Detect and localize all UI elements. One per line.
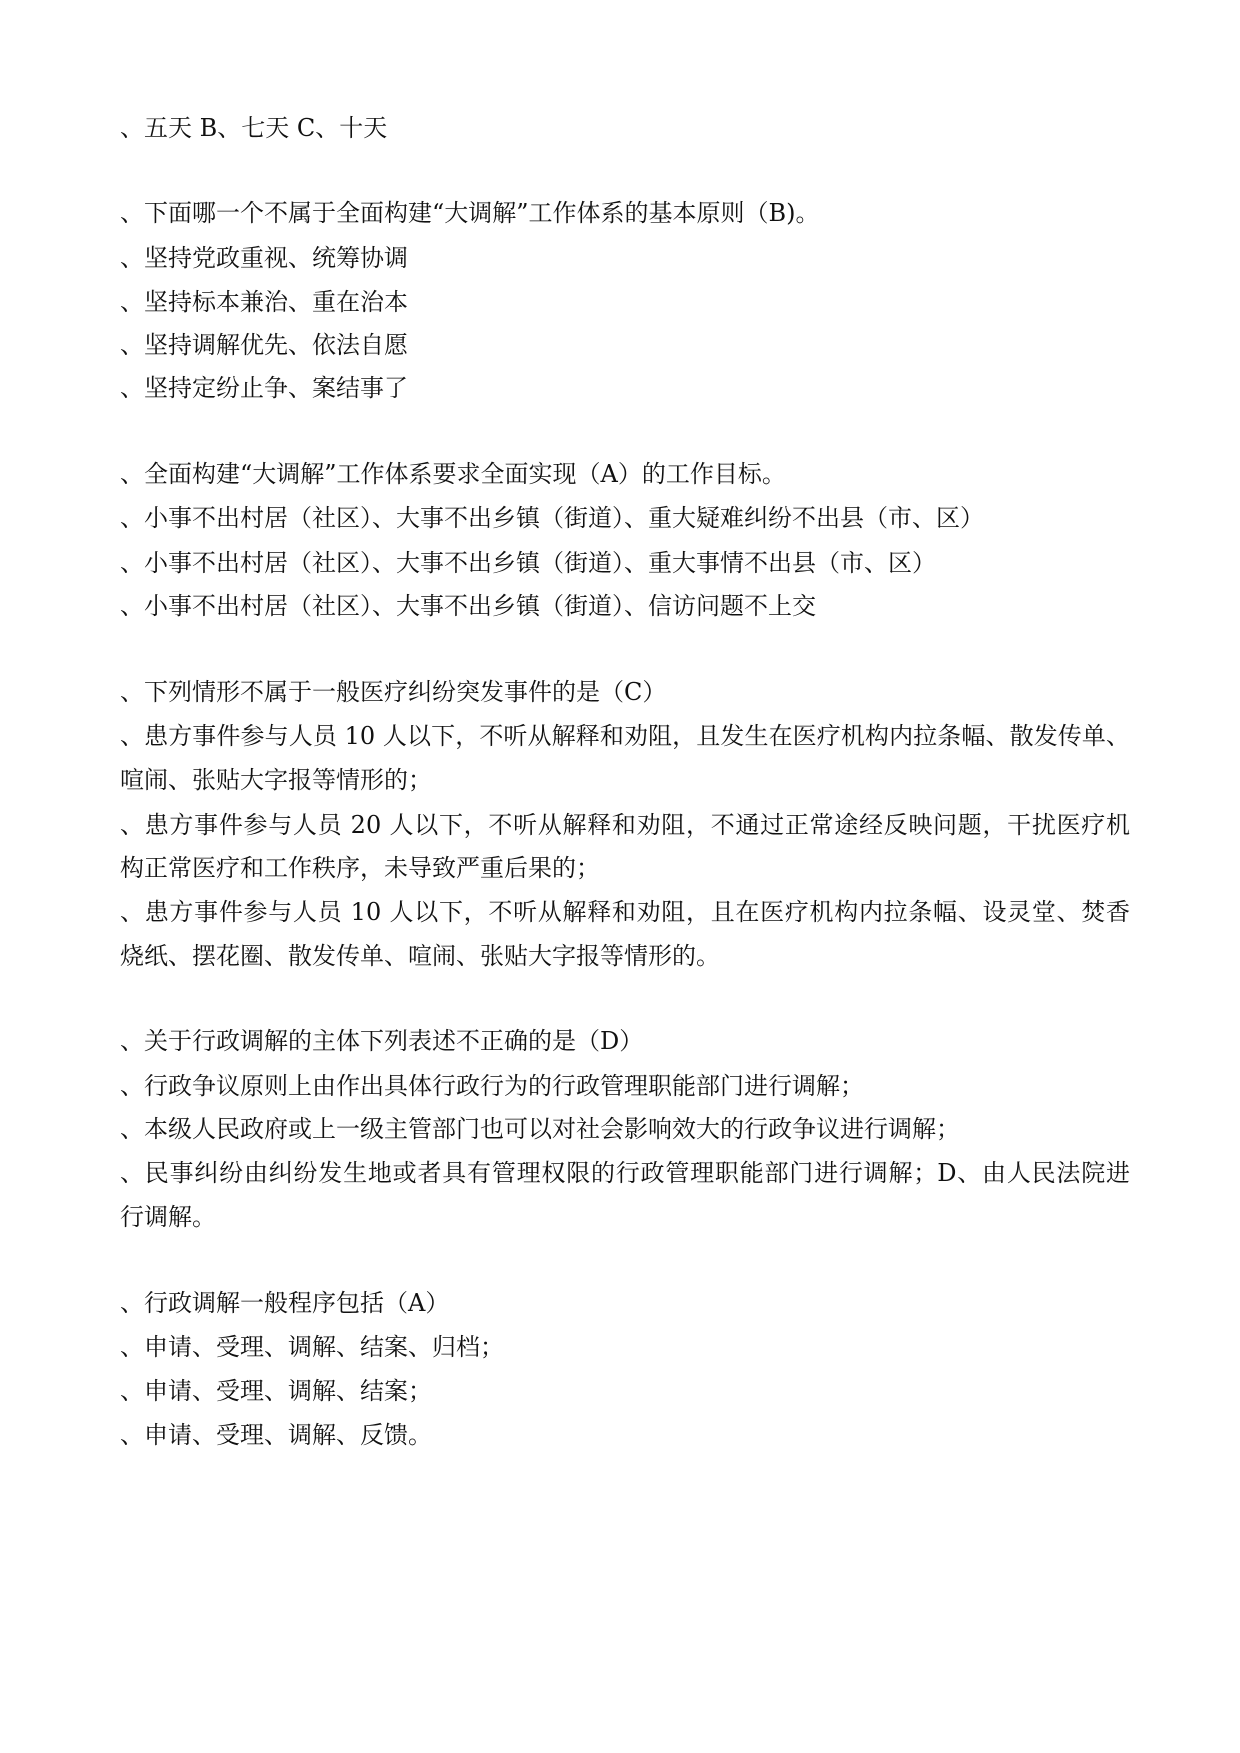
option-line: 、行政争议原则上由作出具体行政行为的行政管理职能部门进行调解； bbox=[120, 1072, 864, 1100]
option-line: 、申请、受理、调解、结案、归档； bbox=[120, 1333, 504, 1361]
q-options-line: 、五天 B、七天 C、十天 bbox=[120, 114, 388, 142]
option-line: 、患方事件参与人员 10 人以下，不听从解释和劝阻，且在医疗机构内拉条幅、设灵堂、焚香 bbox=[120, 898, 1130, 926]
option-line: 、申请、受理、调解、反馈。 bbox=[120, 1421, 432, 1449]
question-principles: 、下面哪一个不属于全面构建“大调解”工作体系的基本原则（B)。 bbox=[120, 199, 820, 227]
question-medical: 、下列情形不属于一般医疗纠纷突发事件的是（C） bbox=[120, 678, 667, 706]
option-line: 、小事不出村居（社区）、大事不出乡镇（街道）、重大疑难纠纷不出县（市、区） bbox=[120, 504, 984, 532]
question-subject: 、关于行政调解的主体下列表述不正确的是（D） bbox=[120, 1027, 644, 1055]
option-line-cont: 烧纸、摆花圈、散发传单、喧闹、张贴大字报等情形的。 bbox=[120, 942, 720, 970]
option-line: 、小事不出村居（社区）、大事不出乡镇（街道）、信访问题不上交 bbox=[120, 592, 816, 620]
option-line-cont: 喧闹、张贴大字报等情形的； bbox=[120, 766, 432, 794]
option-line: 、坚持调解优先、依法自愿 bbox=[120, 331, 408, 359]
option-line-cont: 构正常医疗和工作秩序，未导致严重后果的； bbox=[120, 854, 600, 882]
option-line: 、本级人民政府或上一级主管部门也可以对社会影响效大的行政争议进行调解； bbox=[120, 1115, 960, 1143]
option-line: 、坚持标本兼治、重在治本 bbox=[120, 288, 408, 316]
option-line: 、申请、受理、调解、结案； bbox=[120, 1377, 432, 1405]
option-line-cont: 行调解。 bbox=[120, 1203, 216, 1231]
option-line: 、患方事件参与人员 20 人以下，不听从解释和劝阻，不通过正常途经反映问题，干扰医疗机 bbox=[120, 811, 1130, 839]
option-line: 、民事纠纷由纠纷发生地或者具有管理权限的行政管理职能部门进行调解；D、由人民法院进 bbox=[120, 1159, 1130, 1187]
question-goal: 、全面构建“大调解”工作体系要求全面实现（A）的工作目标。 bbox=[120, 460, 786, 488]
question-procedure: 、行政调解一般程序包括（A） bbox=[120, 1289, 450, 1317]
option-line: 、坚持党政重视、统筹协调 bbox=[120, 244, 408, 272]
option-line: 、坚持定纷止争、案结事了 bbox=[120, 374, 408, 402]
option-line: 、小事不出村居（社区）、大事不出乡镇（街道）、重大事情不出县（市、区） bbox=[120, 549, 936, 577]
option-line: 、患方事件参与人员 10 人以下，不听从解释和劝阻，且发生在医疗机构内拉条幅、散发传单、 bbox=[120, 722, 1130, 750]
